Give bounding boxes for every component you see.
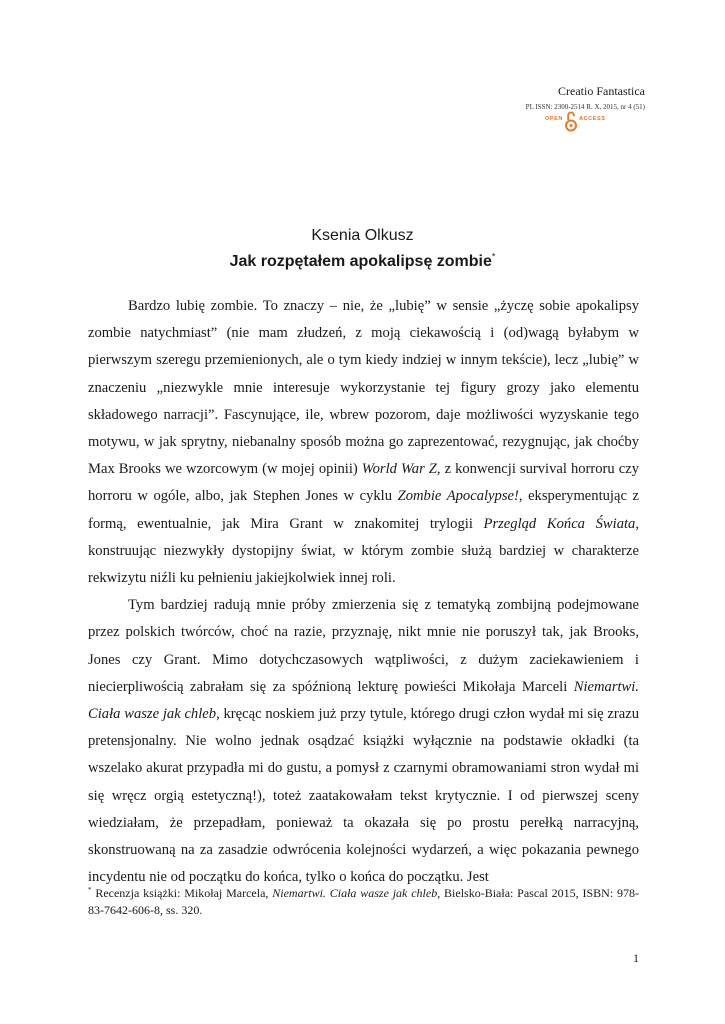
text-run: Bardzo lubię zombie. To znaczy – nie, że „lubię” w sensie „życzę sobie apokalipsy zombie natychmiast” (nie mam złudzeń, z moją ciekawością i (od)wagą byłabym w pierwszym szeregu przemienionych, ale o tym kiedy indziej w innym tekście), lecz „lubię” w znaczeniu „niezwykle mnie interesuje wykorzystanie tej figury grozy jako elementu składowego narracji”. Fascynujące, ile, wbrew pozorom, daje możliwości wyzyskanie tego motywu, w jak sprytny, niebanalny sposób można go zaprezentować, rezygnując, jak choćby Max Brooks we wzorcowym (w mojej opinii)	[88, 298, 639, 478]
text-run: , kręcąc noskiem już przy tytule, którego drugi człon wydał mi się zrazu pretensjonalny. Nie wolno jednak osądzać książki wyłącznie na podstawie okładki (ta wszelako akurat przypadła mi do gustu, a pomysł z czarnymi obramowaniami stron wydał mi się wręcz orgią estetyczną!), toteż zaatakowałam tekst krytycznie. I od pierwszej sceny wiedziałam, że przepadłam, ponieważ ta okazała się po prostu perełką narracyjną, skonstruowaną na za zasadzie odwrócenia kolejności wydarzeń, a więc pokazania pewnego incydentu nie od początku do końca, tylko o końca do początku. Jest	[88, 706, 640, 886]
italic-title-text: Zombie Apocalypse!	[397, 488, 519, 505]
italic-title-text: World War Z	[361, 461, 437, 478]
italic-title-text: Przegląd Końca Świata	[483, 515, 636, 532]
text-run: , Bielsko-Biała: Pascal 2015, ISBN: 978-83-7642-606-8, ss. 320.	[88, 886, 639, 917]
open-access-open-label: OPEN	[545, 116, 563, 122]
journal-issn: PL ISSN: 2300-2514 R. X, 2015, nr 4 (51)	[525, 103, 645, 111]
text-run: , konstruując niezwykły dystopijny świat, w którym zombie służą bardziej w charakterze rekwizytu niźli ku pełnieniu jakiejkolwiek innej roli.	[88, 515, 639, 587]
footnote	[88, 885, 639, 919]
footnote-text	[88, 886, 639, 917]
open-access-access-label: ACCESS	[579, 116, 606, 122]
open-access-lock-icon	[565, 109, 577, 133]
author-name: Ksenia Olkusz	[311, 227, 414, 244]
italic-title-text: Niemartwi. Ciała wasze jak chleb	[88, 678, 639, 723]
title-footnote-mark: *	[491, 251, 496, 262]
article-title	[0, 251, 725, 273]
text-run: , z konwencji survival horroru czy horroru w ogóle, albo, jak Stephen Jones w cyklu	[88, 461, 639, 505]
text-run: Tym bardziej radują mnie próby zmierzenia się z tematyką zombijną podejmowane przez polskich twórców, choć na razie, przyznaję, nikt mnie nie poruszył tak, jak Brooks, Jones czy Grant. Mimo dotychczasowych wątpliwości, z dużym zaciekawieniem i niecierpliwością zabrałam się za spóźnioną lekturę powieści Mikołaja Marceli	[88, 597, 639, 695]
paragraph-1	[88, 293, 639, 592]
article-title-text: Jak rozpętałem apokalipsę zombie	[229, 253, 492, 270]
footnote-mark: *	[88, 886, 92, 894]
italic-title-text: Niemartwi. Ciała wasze jak chleb	[272, 886, 438, 900]
page-number: 1	[633, 951, 639, 965]
paragraph-2	[88, 592, 639, 891]
article-body	[88, 293, 639, 891]
open-access-badge	[539, 109, 611, 133]
journal-title: Creatio Fantastica	[558, 84, 645, 98]
text-run: , eksperymentując z formą, ewentualnie, jak Mira Grant w znakomitej trylogii	[88, 488, 639, 532]
text-run: Recenzja książki: Mikołaj Marcela,	[91, 886, 273, 900]
